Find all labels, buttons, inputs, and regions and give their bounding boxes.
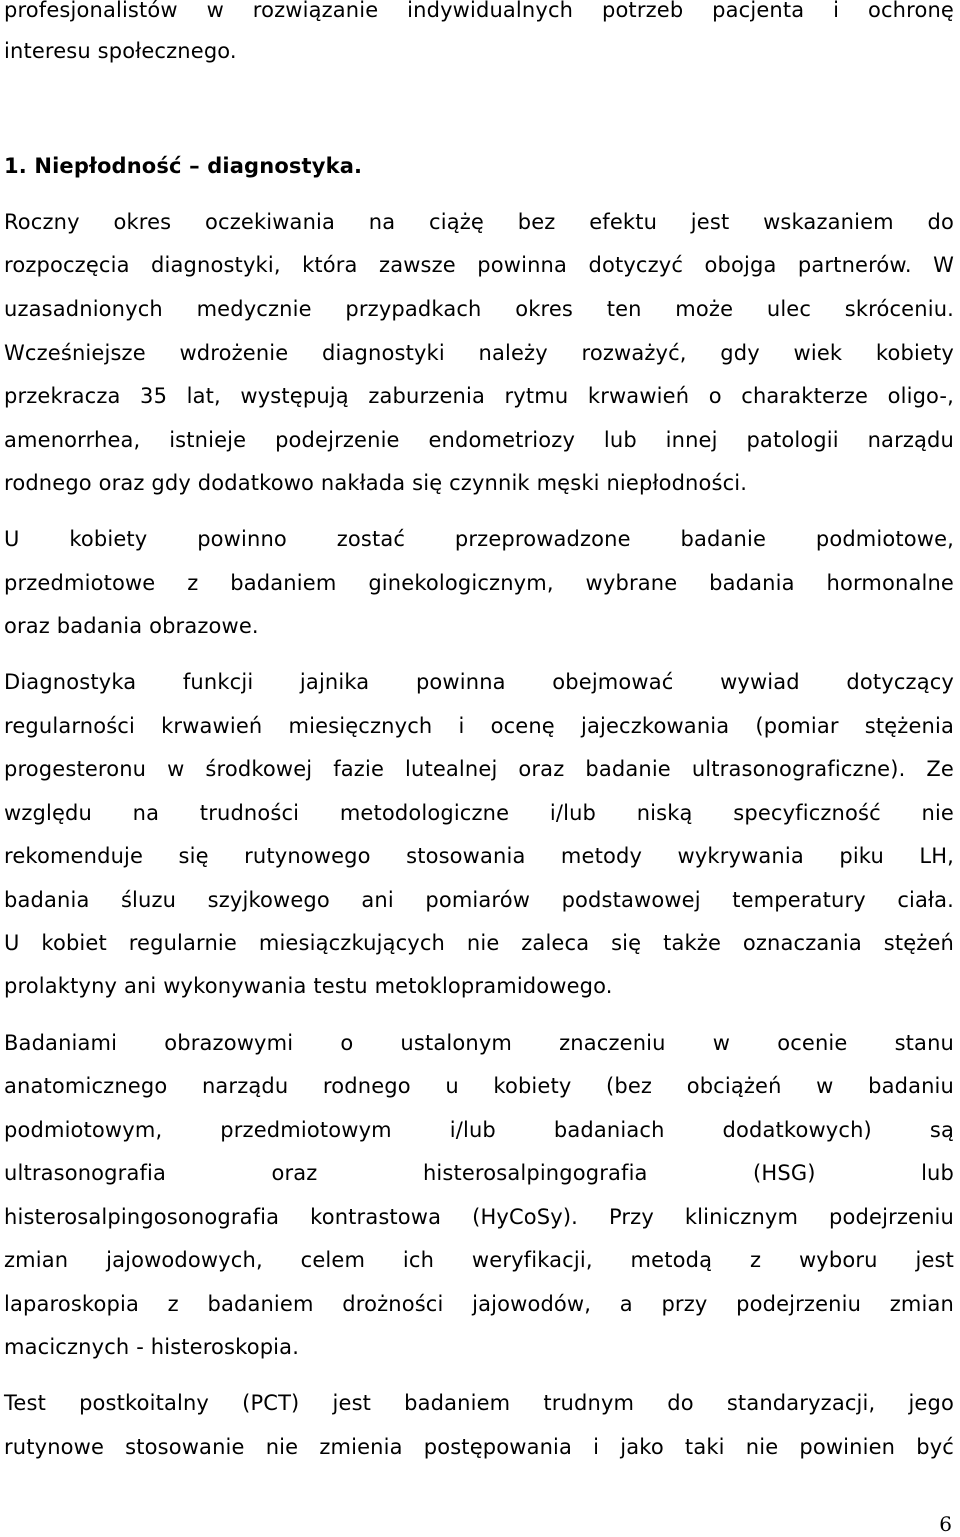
text-line: rekomenduje się rutynowego stosowania metody wykrywania piku LH,	[4, 844, 954, 868]
text-line: zmian jajowodowych, celem ich weryfikacji, metodą z wyboru jest	[4, 1248, 954, 1272]
text-line: rodnego oraz gdy dodatkowo nakłada się czynnik męski niepłodności.	[4, 471, 748, 495]
text-line: U kobiet regularnie miesiączkujących nie zaleca się także oznaczania stężeń	[4, 931, 954, 955]
text-line: badania śluzu szyjkowego ani pomiarów podstawowej temperatury ciała.	[4, 888, 954, 912]
text-line: Diagnostyka funkcji jajnika powinna obejmować wywiad dotyczący	[4, 670, 954, 694]
text-line: progesteronu w środkowej fazie lutealnej oraz badanie ultrasonograficzne). Ze	[4, 757, 954, 781]
text-line: Roczny okres oczekiwania na ciążę bez efektu jest wskazaniem do	[4, 210, 954, 234]
text-line: amenorrhea, istnieje podejrzenie endometriozy lub innej patologii narządu	[4, 428, 954, 452]
text-line: U kobiety powinno zostać przeprowadzone badanie podmiotowe,	[4, 527, 954, 551]
text-line: laparoskopia z badaniem drożności jajowodów, a przy podejrzeniu zmian	[4, 1292, 954, 1316]
section-heading: 1. Niepłodność – diagnostyka.	[4, 154, 363, 178]
text-line: regularności krwawień miesięcznych i ocenę jajeczkowania (pomiar stężenia	[4, 714, 954, 738]
text-line: rutynowe stosowanie nie zmienia postępowania i jako taki nie powinien być	[4, 1435, 954, 1459]
text-line: profesjonalistów w rozwiązanie indywidualnych potrzeb pacjenta i ochronę	[4, 0, 954, 22]
text-line: przedmiotowe z badaniem ginekologicznym, wybrane badania hormonalne	[4, 571, 954, 595]
text-line: Wcześniejsze wdrożenie diagnostyki należy rozważyć, gdy wiek kobiety	[4, 341, 954, 365]
text-line: ultrasonografia oraz histerosalpingografia (HSG) lub	[4, 1161, 954, 1185]
text-line: interesu społecznego.	[4, 39, 237, 63]
text-line: oraz badania obrazowe.	[4, 614, 259, 638]
text-line: Badaniami obrazowymi o ustalonym znaczeniu w ocenie stanu	[4, 1031, 954, 1055]
text-line: prolaktyny ani wykonywania testu metoklopramidowego.	[4, 974, 613, 998]
text-line: uzasadnionych medycznie przypadkach okres ten może ulec skróceniu.	[4, 297, 954, 321]
text-line: podmiotowym, przedmiotowym i/lub badaniach dodatkowych) są	[4, 1118, 954, 1142]
text-line: macicznych - histeroskopia.	[4, 1335, 300, 1359]
text-line: rozpoczęcia diagnostyki, która zawsze powinna dotyczyć obojga partnerów. W	[4, 253, 954, 277]
text-line: względu na trudności metodologiczne i/lub niską specyficzność nie	[4, 801, 954, 825]
text-line: Test postkoitalny (PCT) jest badaniem trudnym do standaryzacji, jego	[4, 1391, 954, 1415]
text-line: histerosalpingosonografia kontrastowa (HyCoSy). Przy klinicznym podejrzeniu	[4, 1205, 954, 1229]
text-line: anatomicznego narządu rodnego u kobiety (bez obciążeń w badaniu	[4, 1074, 954, 1098]
page-number: 6	[939, 1512, 952, 1536]
text-line: przekracza 35 lat, występują zaburzenia rytmu krwawień o charakterze oligo-,	[4, 384, 954, 408]
